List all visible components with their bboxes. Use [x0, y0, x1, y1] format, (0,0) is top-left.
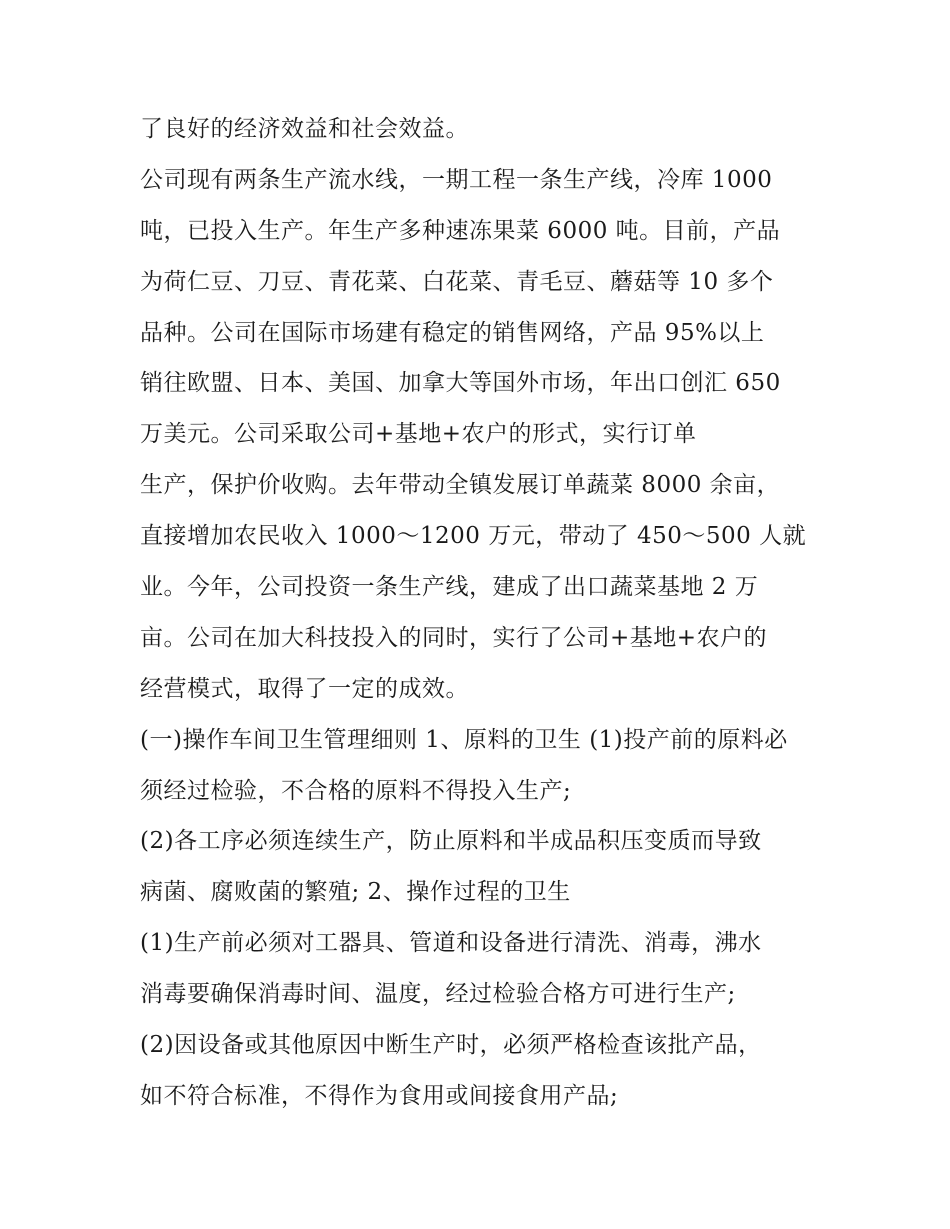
text-line-4: 为荷仁豆、刀豆、青花菜、白花菜、青毛豆、蘑菇等 10 多个 — [140, 268, 774, 295]
text-line-18: 消毒要确保消毒时间、温度，经过检验合格方可进行生产; — [140, 981, 736, 1008]
text-line-9: 直接增加农民收入 1000～1200 万元，带动了 450～500 人就 — [140, 523, 807, 550]
text-line-7: 万美元。公司采取公司+基地+农户的形式，实行订单 — [140, 421, 697, 448]
text-line-6: 销往欧盟、日本、美国、加拿大等国外市场，年出口创汇 650 — [140, 370, 781, 397]
document-body — [140, 104, 840, 1122]
text-line-17: (1)生产前必须对工器具、管道和设备进行清洗、消毒，沸水 — [140, 930, 762, 957]
text-line-3: 吨，已投入生产。年生产多种速冻果菜 6000 吨。目前，产品 — [140, 217, 781, 244]
text-line-8: 生产，保护价收购。去年带动全镇发展订单蔬菜 8000 余亩， — [140, 472, 781, 499]
text-line-12: 经营模式，取得了一定的成效。 — [140, 675, 469, 702]
text-line-1: 了良好的经济效益和社会效益。 — [140, 116, 469, 142]
text-line-14: 须经过检验，不合格的原料不得投入生产; — [140, 777, 572, 804]
text-line-13: (一)操作车间卫生管理细则 1、原料的卫生 (1)投产前的原料必 — [140, 726, 788, 753]
text-line-11: 亩。公司在加大科技投入的同时，实行了公司+基地+农户的 — [140, 624, 768, 651]
text-line-20: 如不符合标准，不得作为食用或间接食用产品; — [140, 1082, 619, 1109]
text-line-16: 病菌、腐败菌的繁殖; 2、操作过程的卫生 — [140, 879, 571, 906]
text-line-15: (2)各工序必须连续生产，防止原料和半成品积压变质而导致 — [140, 828, 762, 855]
text-line-5: 品种。公司在国际市场建有稳定的销售网络，产品 95%以上 — [140, 319, 765, 346]
text-line-2: 公司现有两条生产流水线，一期工程一条生产线，冷库 1000 — [140, 166, 773, 193]
text-line-10: 业。今年，公司投资一条生产线，建成了出口蔬菜基地 2 万 — [140, 574, 759, 601]
text-line-19: (2)因设备或其他原因中断生产时，必须严格检查该批产品， — [140, 1032, 762, 1059]
